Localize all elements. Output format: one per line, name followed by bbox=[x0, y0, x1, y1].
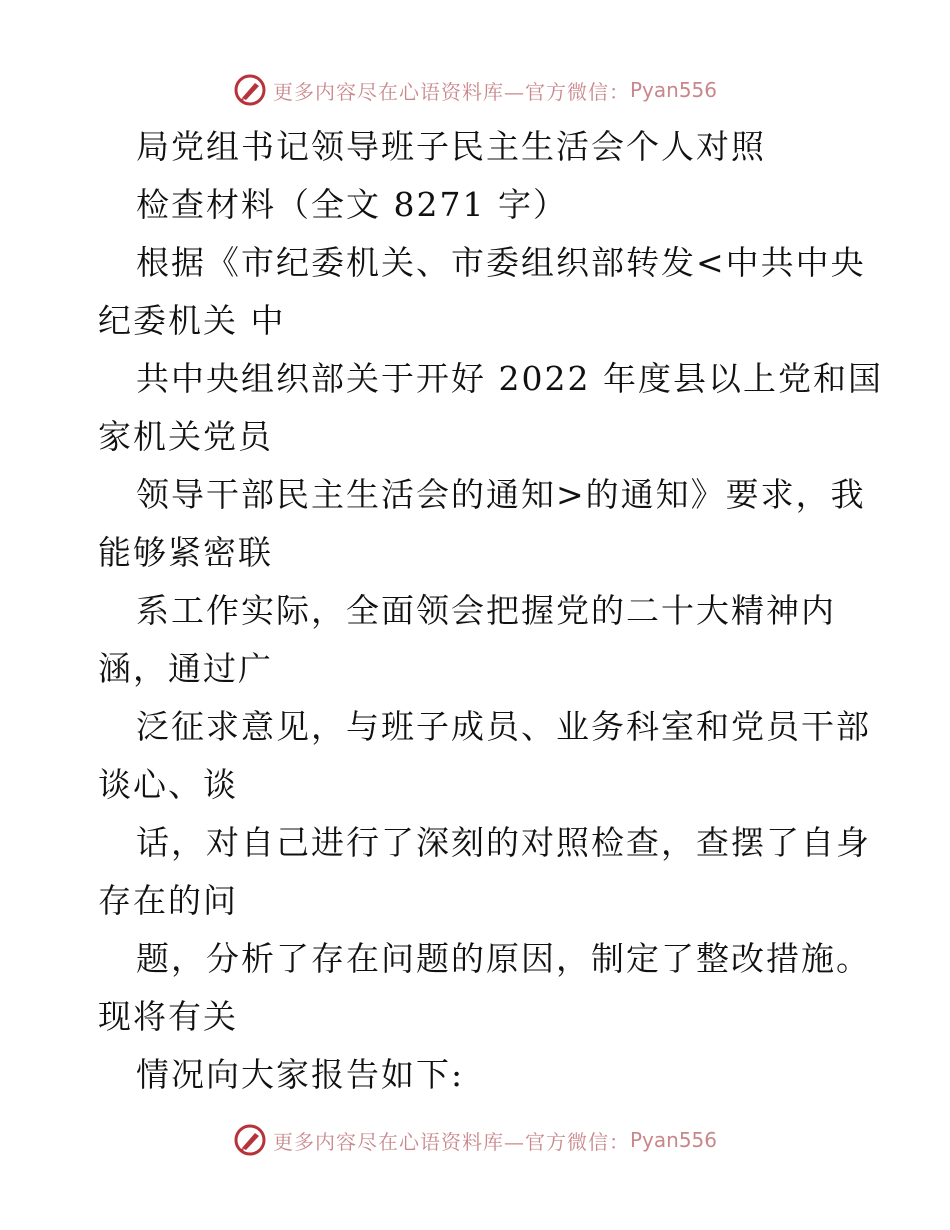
document-line: 情况向大家报告如下: bbox=[136, 1055, 465, 1094]
document-body bbox=[98, 118, 883, 1104]
document-line: 涵，通过广 bbox=[98, 649, 273, 688]
document-line: 泛征求意见，与班子成员、业务科室和党员干部 bbox=[136, 707, 871, 746]
document-line: 谈心、谈 bbox=[98, 765, 238, 804]
document-line: 存在的问 bbox=[98, 881, 238, 920]
document-line: 家机关党员 bbox=[98, 417, 273, 456]
document-line: 检查材料（全文 8271 字） bbox=[136, 185, 568, 224]
document-line: 话，对自己进行了深刻的对照检查，查摆了自身 bbox=[136, 823, 871, 862]
document-line: 纪委机关 中 bbox=[98, 301, 286, 340]
document-line: 局党组书记领导班子民主生活会个人对照 bbox=[136, 127, 766, 166]
document-line: 现将有关 bbox=[98, 997, 238, 1036]
document-line: 领导干部民主生活会的通知>的通知》要求，我 bbox=[136, 475, 866, 514]
header-banner-text: 更多内容尽在心语资料库—官方微信： bbox=[272, 79, 630, 104]
footer-banner bbox=[0, 1120, 950, 1160]
pen-logo-icon bbox=[233, 1123, 267, 1157]
document-line: 题，分析了存在问题的原因，制定了整改措施。 bbox=[136, 939, 871, 978]
header-banner-id: Pyan556 bbox=[629, 78, 717, 102]
footer-banner-text: 更多内容尽在心语资料库—官方微信： bbox=[272, 1129, 630, 1154]
document-line: 根据《市纪委机关、市委组织部转发<中共中央 bbox=[136, 243, 866, 282]
document-line: 系工作实际，全面领会把握党的二十大精神内 bbox=[136, 591, 836, 630]
document-line: 共中央组织部关于开好 2022 年度县以上党和国 bbox=[136, 359, 883, 398]
pen-logo-icon bbox=[233, 73, 267, 107]
footer-banner-id: Pyan556 bbox=[629, 1128, 717, 1152]
header-banner bbox=[0, 70, 950, 110]
document-line: 能够紧密联 bbox=[98, 533, 273, 572]
